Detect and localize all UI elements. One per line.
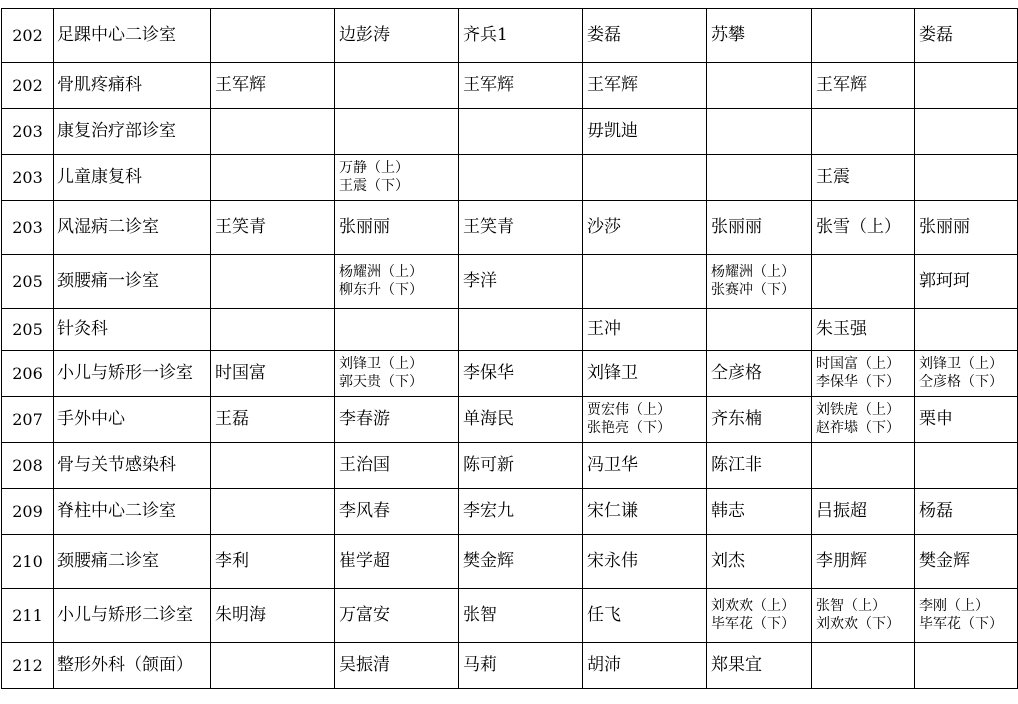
doctor-cell [335,397,459,443]
doctor-cell [812,201,915,255]
doctor-cell [915,155,1018,201]
doctor-cell [915,535,1018,589]
doctor-cell [211,255,335,309]
department-cell: 针灸科 [54,309,211,351]
doctor-cell [812,309,915,351]
doctor-name: 齐兵1 [463,25,508,46]
doctor-cell [211,643,335,689]
doctor-cell [707,9,812,63]
doctor-cell [707,155,812,201]
doctor-name: 朱玉强 [816,319,867,340]
doctor-name: 樊金辉 [463,551,514,572]
doctor-name: 边彭涛 [339,25,390,46]
doctor-name: 陈可新 [463,455,514,476]
room-number-cell: 205 [2,309,54,351]
doctor-name: 王笑青 [463,217,514,238]
doctor-cell [459,63,583,109]
doctor-name: 李洋 [463,271,497,292]
doctor-cell [211,397,335,443]
doctor-name: 马莉 [463,655,497,676]
schedule-row [2,397,1018,443]
department-cell: 脊柱中心二诊室 [54,489,211,535]
department-cell: 足踝中心二诊室 [54,9,211,63]
doctor-cell [812,443,915,489]
doctor-name: 王治国 [339,455,390,476]
doctor-name: 娄磊 [587,25,621,46]
room-number-cell: 207 [2,397,54,443]
doctor-cell [707,309,812,351]
room-number-cell: 203 [2,201,54,255]
doctor-name: 王笑青 [215,217,266,238]
doctor-cell [707,63,812,109]
doctor-cell [335,155,459,201]
doctor-cell [583,397,707,443]
doctor-cell [812,643,915,689]
doctor-name-line: 毕军花（下） [919,615,1003,632]
doctor-name: 韩志 [711,501,745,522]
doctor-cell [915,309,1018,351]
room-number-cell: 209 [2,489,54,535]
doctor-name: 陈江非 [711,455,762,476]
doctor-name: 吴振清 [339,655,390,676]
doctor-name-line: 王震（下） [339,177,409,194]
doctor-name: 宋仁谦 [587,501,638,522]
doctor-cell [459,9,583,63]
doctor-cell [583,9,707,63]
schedule-row [2,489,1018,535]
doctor-cell [915,489,1018,535]
doctor-cell [812,9,915,63]
schedule-row [2,535,1018,589]
doctor-name: 吕振超 [816,501,867,522]
doctor-cell [335,309,459,351]
doctor-cell [583,443,707,489]
doctor-name: 万富安 [339,605,390,626]
doctor-cell [707,397,812,443]
doctor-cell [915,63,1018,109]
doctor-name: 刘杰 [711,551,745,572]
doctor-name: 李风春 [339,501,390,522]
doctor-cell [583,351,707,397]
schedule-row [2,643,1018,689]
doctor-name: 王军辉 [816,75,867,96]
doctor-cell [335,443,459,489]
department-cell: 手外中心 [54,397,211,443]
doctor-cell [459,535,583,589]
doctor-cell [459,489,583,535]
doctor-cell [335,9,459,63]
doctor-cell [707,489,812,535]
doctor-cell [211,443,335,489]
doctor-name: 杨磊 [919,501,953,522]
doctor-cell [583,63,707,109]
doctor-cell [707,201,812,255]
doctor-cell [915,443,1018,489]
doctor-cell [812,397,915,443]
doctor-cell [915,109,1018,155]
doctor-name-line: 刘锋卫（上） [919,356,1003,372]
doctor-name-line: 张赛冲（下） [711,281,795,298]
doctor-name-line: 张艳亮（下） [587,419,671,436]
doctor-cell [459,351,583,397]
room-number-cell: 210 [2,535,54,589]
department-cell: 颈腰痛一诊室 [54,255,211,309]
doctor-cell [459,309,583,351]
department-cell: 整形外科（颌面） [54,643,211,689]
doctor-name: 张丽丽 [339,217,390,238]
doctor-name: 仝彦格 [711,363,762,384]
room-number-cell: 203 [2,155,54,201]
doctor-name-line: 万静（上） [339,160,409,176]
department-cell: 康复治疗部诊室 [54,109,211,155]
doctor-cell [335,201,459,255]
schedule-table-body [2,9,1018,689]
doctor-name: 王冲 [587,319,621,340]
doctor-name: 毋凯迪 [587,121,638,142]
doctor-cell [211,489,335,535]
doctor-cell [459,255,583,309]
doctor-name: 单海民 [463,409,514,430]
doctor-name-line: 赵祚塨（下） [816,419,900,436]
doctor-cell [211,9,335,63]
doctor-cell [459,643,583,689]
doctor-name: 王军辉 [215,75,266,96]
department-cell: 骨与关节感染科 [54,443,211,489]
schedule-row [2,201,1018,255]
doctor-name: 齐东楠 [711,409,762,430]
doctor-cell [583,155,707,201]
doctor-name: 李宏九 [463,501,514,522]
doctor-cell [211,109,335,155]
doctor-cell [459,201,583,255]
doctor-cell [459,155,583,201]
doctor-cell [812,255,915,309]
doctor-cell [335,255,459,309]
doctor-cell [583,309,707,351]
doctor-name-line: 毕军花（下） [711,615,795,632]
doctor-cell [583,255,707,309]
doctor-name-line: 杨耀洲（上） [339,264,423,280]
doctor-cell [335,63,459,109]
doctor-name: 王磊 [215,409,249,430]
schedule-row [2,63,1018,109]
doctor-name: 李保华 [463,363,514,384]
doctor-name: 樊金辉 [919,551,970,572]
doctor-cell [915,255,1018,309]
doctor-cell [335,109,459,155]
doctor-name: 崔学超 [339,551,390,572]
doctor-name-line: 刘铁虎（上） [816,402,900,418]
doctor-cell [335,589,459,643]
doctor-cell [459,397,583,443]
doctor-name: 王军辉 [587,75,638,96]
room-number-cell: 203 [2,109,54,155]
doctor-name-line: 李刚（上） [919,598,989,614]
doctor-name: 刘锋卫 [587,363,638,384]
doctor-name: 郑果宜 [711,655,762,676]
room-number-cell: 211 [2,589,54,643]
doctor-name-line: 张智（上） [816,598,886,614]
doctor-cell [707,443,812,489]
doctor-name-line: 杨耀洲（上） [711,264,795,280]
doctor-cell [583,201,707,255]
doctor-cell [812,63,915,109]
room-number-cell: 212 [2,643,54,689]
department-cell: 儿童康复科 [54,155,211,201]
room-number-cell: 202 [2,63,54,109]
doctor-cell [915,9,1018,63]
doctor-name: 张雪（上） [816,217,901,238]
room-number-cell: 202 [2,9,54,63]
department-cell: 颈腰痛二诊室 [54,535,211,589]
doctor-name: 张丽丽 [919,217,970,238]
doctor-cell [583,589,707,643]
doctor-cell [812,351,915,397]
doctor-name: 苏攀 [711,25,745,46]
department-cell: 骨肌疼痛科 [54,63,211,109]
doctor-name-line: 李保华（下） [816,373,900,390]
doctor-cell [812,109,915,155]
doctor-cell [915,201,1018,255]
doctor-name: 李利 [215,551,249,572]
doctor-cell [211,63,335,109]
doctor-cell [707,589,812,643]
schedule-row [2,155,1018,201]
doctor-name: 郭珂珂 [919,271,970,292]
doctor-name: 沙莎 [587,217,621,238]
doctor-cell [211,351,335,397]
doctor-cell [335,535,459,589]
room-number-cell: 208 [2,443,54,489]
doctor-cell [583,643,707,689]
doctor-cell [211,535,335,589]
doctor-cell [583,489,707,535]
schedule-row [2,9,1018,63]
doctor-name: 冯卫华 [587,455,638,476]
schedule-row [2,309,1018,351]
doctor-cell [211,589,335,643]
doctor-name: 胡沛 [587,655,621,676]
department-cell: 风湿病二诊室 [54,201,211,255]
doctor-cell [915,589,1018,643]
doctor-name-line: 郭天贵（下） [339,373,423,390]
doctor-cell [812,589,915,643]
doctor-cell [707,255,812,309]
doctor-name: 朱明海 [215,605,266,626]
doctor-name-line: 时国富（上） [816,356,900,372]
doctor-name: 李春游 [339,409,390,430]
doctor-name-line: 刘欢欢（下） [816,615,900,632]
schedule-table-container [1,8,1018,689]
doctor-cell [915,351,1018,397]
doctor-name: 张智 [463,605,497,626]
doctor-name: 栗申 [919,409,953,430]
doctor-name: 时国富 [215,363,266,384]
doctor-name-line: 刘锋卫（上） [339,356,423,372]
department-cell: 小儿与矫形二诊室 [54,589,211,643]
schedule-row [2,351,1018,397]
doctor-name: 王震 [816,167,850,188]
department-cell: 小儿与矫形一诊室 [54,351,211,397]
doctor-cell [707,109,812,155]
doctor-cell [459,589,583,643]
doctor-name: 宋永伟 [587,551,638,572]
doctor-cell [335,351,459,397]
doctor-cell [459,109,583,155]
doctor-cell [915,643,1018,689]
doctor-cell [459,443,583,489]
doctor-cell [335,489,459,535]
doctor-cell [211,201,335,255]
schedule-row [2,443,1018,489]
doctor-name-line: 仝彦格（下） [919,373,1003,390]
doctor-cell [812,155,915,201]
room-number-cell: 205 [2,255,54,309]
doctor-cell [707,351,812,397]
doctor-name: 王军辉 [463,75,514,96]
doctor-cell [211,309,335,351]
doctor-name-line: 贾宏伟（上） [587,402,671,418]
room-number-cell: 206 [2,351,54,397]
clinic-schedule-table [1,8,1018,689]
doctor-cell [915,397,1018,443]
doctor-cell [583,109,707,155]
doctor-name: 李朋辉 [816,551,867,572]
doctor-cell [707,643,812,689]
doctor-cell [335,643,459,689]
doctor-name: 张丽丽 [711,217,762,238]
doctor-cell [211,155,335,201]
doctor-name-line: 柳东升（下） [339,281,423,298]
doctor-cell [812,489,915,535]
doctor-cell [583,535,707,589]
doctor-name-line: 刘欢欢（上） [711,598,795,614]
doctor-name: 娄磊 [919,25,953,46]
schedule-row [2,589,1018,643]
schedule-row [2,255,1018,309]
doctor-cell [707,535,812,589]
doctor-cell [812,535,915,589]
doctor-name: 任飞 [587,605,621,626]
schedule-row [2,109,1018,155]
